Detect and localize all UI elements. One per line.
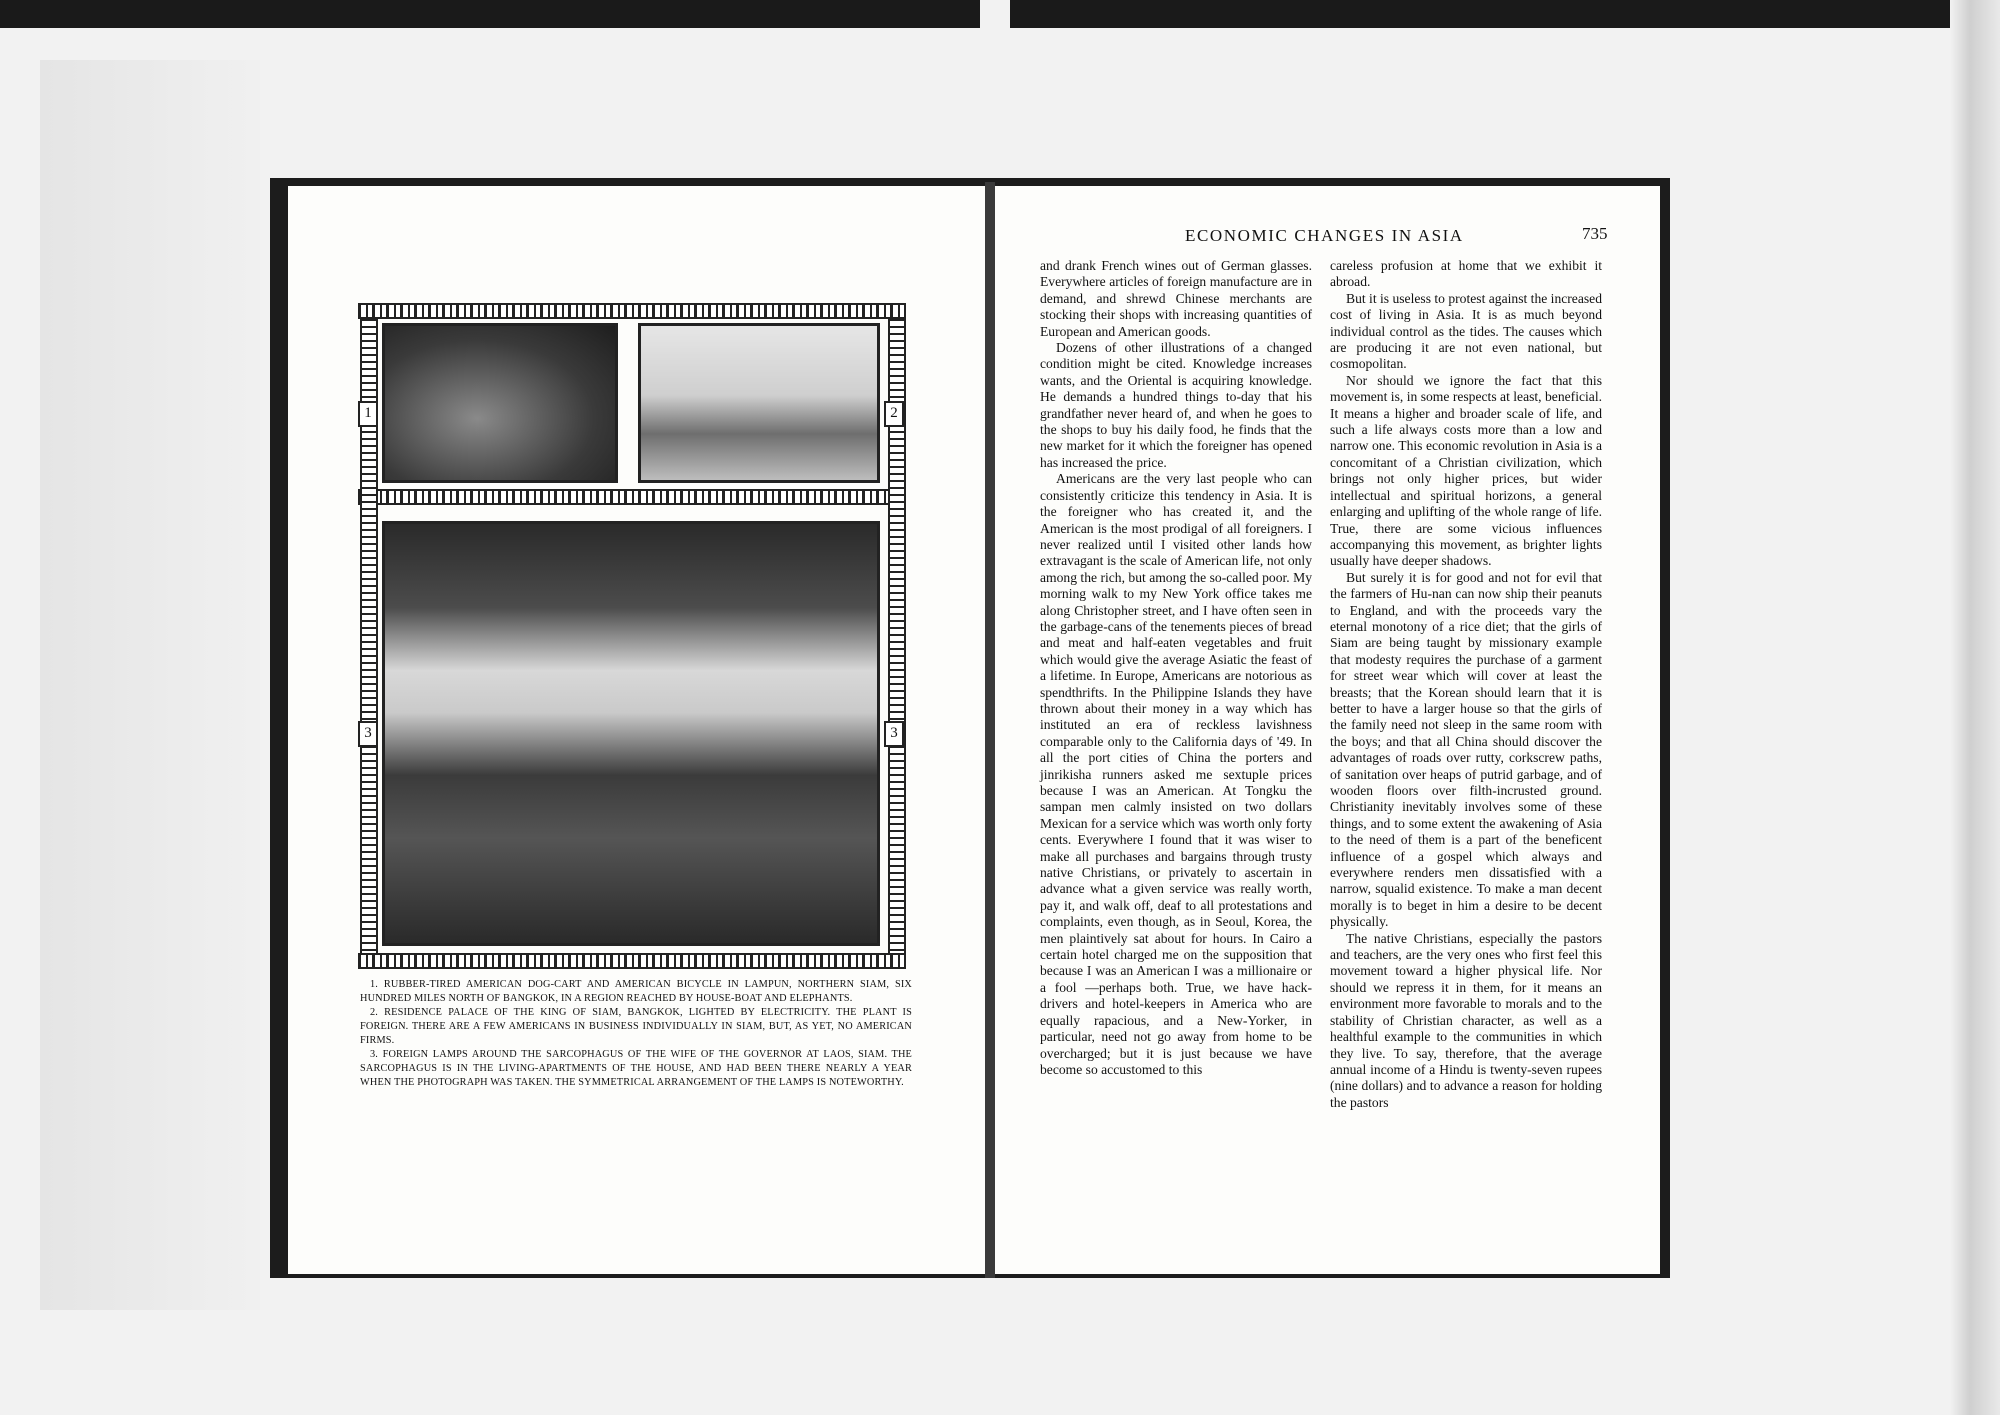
scan-top-edge-left bbox=[0, 0, 980, 28]
photo-palace bbox=[638, 323, 880, 483]
plate-caption bbox=[360, 978, 912, 1090]
running-head: ECONOMIC CHANGES IN ASIA bbox=[1185, 226, 1464, 245]
plate-label-1: 1 bbox=[358, 401, 378, 427]
text-column-right bbox=[1330, 258, 1602, 1111]
page-number: 735 bbox=[1582, 224, 1608, 243]
paragraph: Dozens of other illustrations of a changed condition might be cited. Knowledge increases wants, and the Oriental is acquiring knowledge. He demands a hundred things to-day that his grandfather never heard of, and when he goes to the shops to buy his daily food, he finds that the new market for it which the foreigner has opened has increased the price. bbox=[1040, 340, 1312, 470]
paragraph: careless profusion at home that we exhibit it abroad. bbox=[1330, 258, 1602, 290]
paragraph: Nor should we ignore the fact that this movement is, in some respects at least, beneficial. It means a higher and broader scale of life, and such a life always costs more than a low and narrow one. This economic revolution in Asia is a concomitant of a Christian civilization, which brings not only higher prices, but wider intellectual and spiritual horizons, a general enlarging and uplifting of the whole range of life. True, there are some vicious influences accompanying this movement, as brighter lights usually have deeper shadows. bbox=[1330, 372, 1602, 569]
plate-label-3-right: 3 bbox=[884, 721, 904, 747]
photo-sarcophagus-lamps bbox=[382, 521, 880, 946]
ornamental-frieze-top bbox=[358, 303, 906, 319]
paragraph: The native Christians, especially the pastors and teachers, are the very ones who first feel this movement toward a higher physical life. Nor should we repress it in them, for it means an environment more favorable to morals and to the stability of Christian character, as well as a healthful example to the communities in which they live. To say, therefore, that the average annual income of a Hindu is twenty-seven rupees (nine dollars) and to advance a reason for holding the pastors bbox=[1330, 930, 1602, 1110]
scan-background-shadow bbox=[40, 60, 260, 1310]
paragraph: But it is useless to protest against the increased cost of living in Asia. It is as much beyond individual control as the tides. The causes which are producing it are not even national, but cosmopolitan. bbox=[1330, 290, 1602, 372]
photo-dog-cart bbox=[382, 323, 618, 483]
plate-label-3-left: 3 bbox=[358, 721, 378, 747]
caption-1: 1. RUBBER-TIRED AMERICAN DOG-CART AND AMERICAN BICYCLE IN LAMPUN, NORTHERN SIAM, SIX HUNDRED MILES NORTH OF BANGKOK, IN A REGION REACHED BY HOUSE-BOAT AND ELEPHANTS. bbox=[360, 979, 912, 1004]
plate-label-2: 2 bbox=[884, 401, 904, 427]
paragraph: But surely it is for good and not for evil that the farmers of Hu-nan can now ship their peanuts to England, and with the proceeds vary the eternal monotony of a rice diet; that the girls of Siam are being taught by missionary example that modesty requires the purchase of a garment for street wear which will cover at least the breasts; that the Korean should learn that it is better to have a larger house so that the girls of the family need not sleep in the same room with the boys; and that all China should discover the advantages of roads over rutty, corkscrew paths, of sanitation over heaps of putrid garbage, and of wooden floors over filth-incrusted ground. Christianity inevitably involves some of these things, and to some extent the awakening of Asia to the need of them is a part of the beneficent influence of a gospel which always and everywhere renders men dissatisfied with a narrow, squalid existence. To make a man decent morally is to beget in him a desire to be decent physically. bbox=[1330, 569, 1602, 930]
book-gutter bbox=[985, 182, 995, 1278]
paragraph: Americans are the very last people who can consistently criticize this tendency in Asia. It is the foreigner who has created it, and the American is the most prodigal of all foreigners. I never realized until I visited other lands how extravagant is the scale of American life, not only among the rich, but among the so-called poor. My morning walk to my New York office takes me along Christopher street, and I have often seen in the garbage-cans of the tenements pieces of bread and meat and half-eaten vegetables and fruit which would give the average Asiatic the feast of a lifetime. In Europe, Americans are notorious as spendthrifts. In the Philippine Islands they have thrown about their money in a way which has instituted an era of reckless lavishness comparable only to the California days of '49. In all the port cities of China the porters and jinrikisha runners asked me sextuple prices because I was an American. At Tongku the sampan men calmly insisted on two dollars Mexican for a service which was worth only forty cents. Everywhere I found that it was wiser to make all purchases and bargains through trusty native Christians, or privately to ascertain in advance what a given service was really worth, pay it, and walk off, deaf to all protestations and complaints, even though, as in Seoul, Korea, the men plaintively sat about for hours. In Cairo a certain hotel charged me on the supposition that because I was an American I was a millionaire or a fool —perhaps both. True, we have hack-drivers and hotel-keepers in America who are equally rapacious, and a New-Yorker, in particular, need not go away from home to be overcharged; but it is just because we have become so accustomed to this bbox=[1040, 471, 1312, 1077]
paragraph: and drank French wines out of German glasses. Everywhere articles of foreign manufacture are in demand, and shrewd Chinese merchants are stocking their shops with increasing quantities of European and American goods. bbox=[1040, 258, 1312, 339]
text-column-left bbox=[1040, 258, 1312, 1078]
illustration-plate bbox=[358, 303, 906, 971]
scan-right-edge bbox=[1950, 0, 2000, 1415]
caption-3: 3. FOREIGN LAMPS AROUND THE SARCOPHAGUS OF THE WIFE OF THE GOVERNOR AT LAOS, SIAM. THE SARCOPHAGUS IS IN THE LIVING-APARTMENTS OF THE HOUSE, AND HAD BEEN THERE NEARLY A YEAR WHEN THE PHOTOGRAPH WAS TAKEN. THE SYMMETRICAL ARRANGEMENT OF THE LAMPS IS NOTEWORTHY. bbox=[360, 1049, 912, 1088]
caption-2: 2. RESIDENCE PALACE OF THE KING OF SIAM, BANGKOK, LIGHTED BY ELECTRICITY. THE PLANT IS FOREIGN. THERE ARE A FEW AMERICANS IN BUSINESS INDIVIDUALLY IN SIAM, BUT, AS YET, NO AMERICAN FIRMS. bbox=[360, 1007, 912, 1046]
ornamental-frieze-bottom bbox=[358, 953, 906, 969]
ornamental-frieze-middle bbox=[358, 489, 906, 505]
scan-top-edge-right bbox=[1010, 0, 2000, 28]
